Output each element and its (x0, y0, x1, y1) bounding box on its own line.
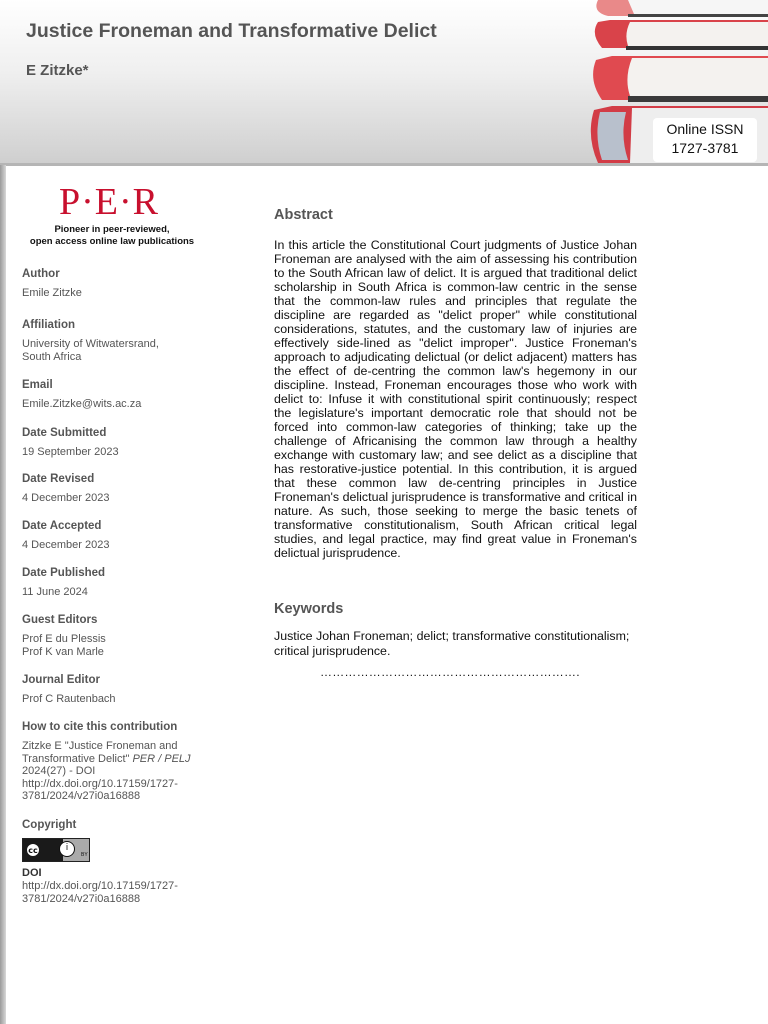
meta-email (22, 378, 232, 411)
journal-editor-label: Journal Editor (22, 674, 100, 686)
guest-editor-1: Prof E du Plessis (22, 633, 106, 645)
cite-line-2-text: Transformative Delict" (22, 752, 133, 765)
meta-affiliation (22, 318, 232, 363)
creative-commons-icon: cc (25, 842, 41, 858)
cc-by-text: BY (81, 852, 88, 858)
date-accepted-label: Date Accepted (22, 520, 102, 532)
meta-doi (22, 866, 232, 905)
cite-journal-name: PER / PELJ (132, 752, 191, 765)
meta-date-accepted (22, 519, 232, 552)
date-submitted-value: 19 September 2023 (22, 446, 119, 458)
left-margin-rule (0, 165, 6, 1024)
issn-value: 1727-3781 (671, 140, 739, 156)
guest-editor-2: Prof K van Marle (22, 645, 104, 658)
author-byline: E Zitzke* (26, 62, 89, 79)
author-label: Author (22, 268, 60, 280)
guest-editors-label: Guest Editors (22, 614, 98, 626)
date-accepted-value: 4 December 2023 (22, 539, 110, 551)
online-issn-box (653, 118, 757, 162)
copyright-label: Copyright (22, 819, 77, 831)
doi-label: DOI (22, 867, 42, 879)
meta-journal-editor (22, 673, 232, 706)
date-submitted-label: Date Submitted (22, 427, 107, 439)
meta-date-published (22, 566, 232, 599)
cite-doi-link-1[interactable]: http://dx.doi.org/10.17159/1727- (22, 777, 178, 790)
meta-copyright (22, 818, 232, 862)
date-revised-value: 4 December 2023 (22, 492, 110, 504)
date-published-label: Date Published (22, 567, 106, 579)
cc-badge-dark (23, 839, 63, 861)
meta-author (22, 267, 232, 300)
dotted-separator: ………………………………………………………. (320, 665, 580, 679)
date-published-value: 11 June 2024 (22, 586, 88, 598)
issn-label: Online ISSN (666, 121, 744, 137)
header-banner (0, 0, 768, 166)
logo-tagline-1: Pioneer in peer-reviewed, (54, 224, 170, 235)
per-logo-mark: P·E·R (59, 181, 159, 223)
meta-guest-editors (22, 613, 232, 658)
logo-tagline-2: open access online law publications (29, 236, 195, 247)
per-logo (22, 183, 202, 248)
cite-label: How to cite this contribution (22, 721, 178, 733)
cite-line-1: Zitzke E "Justice Froneman and (22, 740, 178, 752)
affiliation-label: Affiliation (22, 319, 76, 331)
email-label: Email (22, 379, 53, 391)
journal-editor-value: Prof C Rautenbach (22, 693, 116, 705)
email-value: Emile.Zitzke@wits.ac.za (22, 398, 142, 410)
abstract-text: In this article the Constitutional Court judgments of Justice Johan Froneman are analysed with the aim of assessing his contribution to the South African law of delict. It is argued that traditional delict scholarship in South Africa is common-law centric in the sense that the common-law rules and principles that regulate the discipline are regarded as "delict proper" while constitutional considerations, statutes, and the customary law of injuries are effectively side-lined as "delict improper". Justice Froneman's approach to adjudicating delictual (or delict adjacent) matters has the effect of de-centring the common law's hegemony in our discipline. Instead, Froneman encourages those who work with delict to: Infuse it with constitutional spirit continuously; respect the legislature's important democratic role that should not be forced into common-law categories of thinking; take up the challenge of Africanising the common law through a healthy exchange with customary law; and see delict as a discipline that has restorative-justice potential. In this contribution, it is argued that these common law de-centring principles in Justice Froneman's delictual jurisprudence is transformative and critical in nature. As such, those seeking to merge the basic tenets of transformative constitutionalism, South African critical legal studies, and legal practice, may find great value in Froneman's delictual jurisprudence. (274, 238, 637, 560)
meta-citation (22, 720, 232, 803)
article-title: Justice Froneman and Transformative Delict (26, 20, 437, 42)
affiliation-line-2: South Africa (22, 350, 82, 363)
affiliation-line-1: University of Witwatersrand, (22, 338, 159, 350)
doi-link-2[interactable]: 3781/2024/v27i0a16888 (22, 892, 141, 905)
author-value: Emile Zitzke (22, 287, 82, 299)
cite-line-2 (22, 753, 232, 766)
keywords-heading: Keywords (274, 601, 344, 617)
attribution-icon: i (59, 841, 75, 857)
meta-date-revised (22, 472, 232, 505)
cc-by-license-badge[interactable] (22, 838, 90, 862)
cite-line-3: 2024(27) - DOI (22, 765, 96, 777)
date-revised-label: Date Revised (22, 473, 95, 485)
doi-link-1[interactable]: http://dx.doi.org/10.17159/1727- (22, 880, 178, 892)
meta-date-submitted (22, 426, 232, 459)
cite-doi-link-2[interactable]: 3781/2024/v27i0a16888 (22, 790, 141, 802)
abstract-heading: Abstract (274, 207, 333, 223)
keywords-text: Justice Johan Froneman; delict; transformative constitutionalism; critical jurisprudence. (274, 629, 630, 658)
